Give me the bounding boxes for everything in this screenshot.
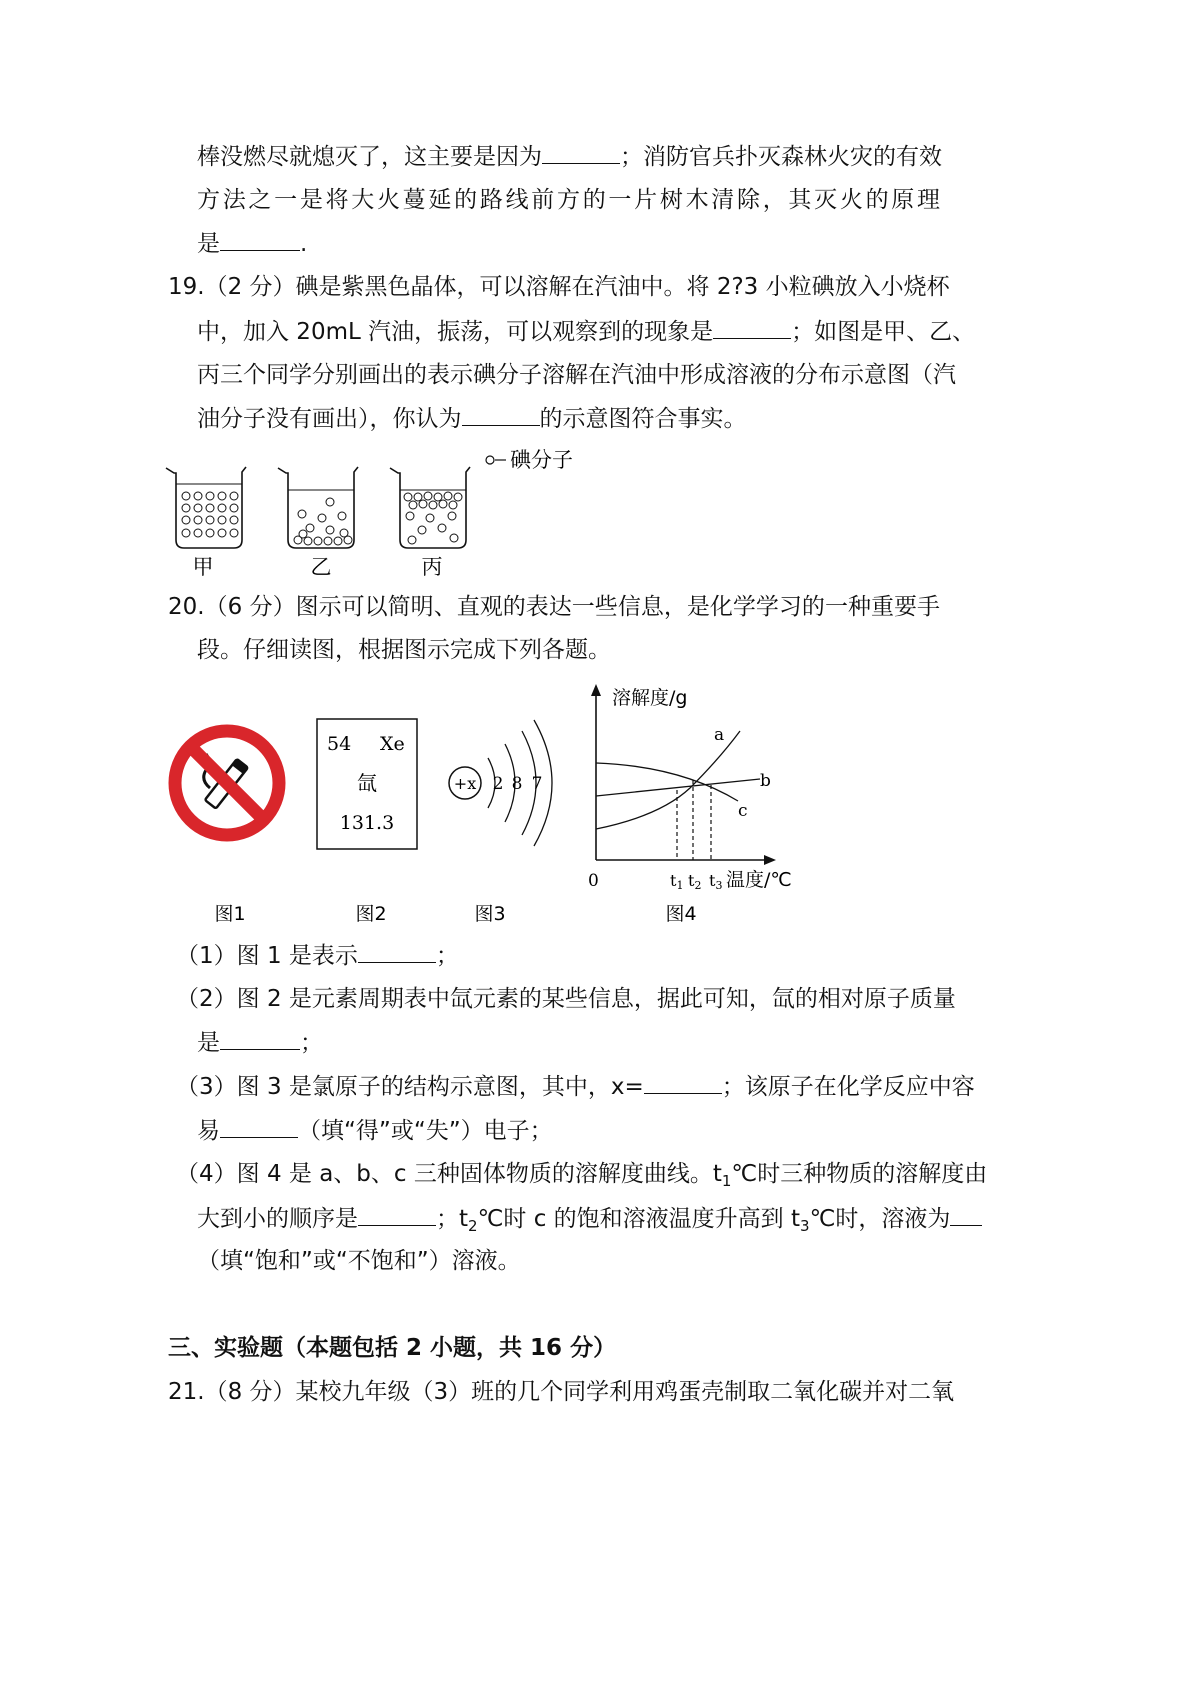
q19-text: 碘是紫黑色晶体，可以溶解在汽油中。将 2?3 小粒碘放入小烧杯 [295, 274, 950, 300]
beaker-label: 甲 [192, 555, 214, 579]
figure-caption: 图1 [214, 903, 246, 925]
answer-blank[interactable] [358, 940, 436, 963]
no-smoking-icon [175, 731, 279, 835]
q20-text: ；t [436, 1206, 469, 1232]
element-symbol: Xe [380, 733, 405, 755]
q19-line4 [197, 403, 747, 434]
nucleus-charge: +x [453, 774, 477, 793]
q19-text: 中，加入 20mL 汽油，振荡，可以观察到的现象是 [197, 319, 714, 345]
heading-text: 分） [562, 1335, 617, 1361]
q20-figures [160, 676, 810, 936]
tick-t3: t3 [709, 871, 723, 892]
q20-p1 [176, 940, 459, 971]
answer-blank[interactable] [220, 228, 300, 251]
q20-text: ℃时，溶液为 [809, 1206, 951, 1232]
origin-label: 0 [588, 871, 599, 891]
section-heading [168, 1333, 616, 1363]
figure-caption: 图4 [665, 903, 697, 925]
q18-line1 [197, 141, 942, 172]
molecule-legend-icon [486, 456, 494, 464]
curve-b [596, 779, 760, 796]
atomic-mass: 131.3 [339, 812, 395, 834]
q20-p2-line1 [176, 984, 956, 1014]
heading-text: 16 [530, 1335, 563, 1361]
q20-text: ；该原子在化学反应中容 [721, 1074, 975, 1100]
shell-electrons: 7 [531, 774, 543, 794]
curve-label: c [738, 801, 748, 821]
q20-text: （3）图 3 是氯原子的结构示意图，其中，x= [176, 1074, 644, 1100]
q21-line1 [168, 1377, 954, 1407]
answer-blank[interactable] [462, 403, 540, 426]
q19-text: 的示意图符合事实。 [539, 406, 747, 432]
q20-line1 [168, 592, 940, 622]
q18-text: 棒没燃尽就熄灭了，这主要是因为 [197, 144, 542, 170]
q19-line3 [197, 360, 956, 390]
q19-text: 油分子没有画出），你认为 [197, 406, 462, 432]
answer-blank[interactable] [220, 1027, 300, 1050]
y-axis-label: 溶解度/g [612, 687, 688, 709]
answer-blank[interactable] [644, 1071, 722, 1094]
q20-text: （4）图 4 是 a、b、c 三种固体物质的溶解度曲线。t [176, 1161, 722, 1187]
shell-electrons: 2 [492, 774, 504, 794]
curve-c [596, 763, 738, 801]
heading-text: 三、实验题（本题包括 [168, 1335, 407, 1361]
curve-label: a [714, 725, 725, 745]
q20-p4-line1 [176, 1159, 987, 1196]
q19-line1 [168, 272, 950, 302]
q19-line2 [197, 316, 975, 347]
figure-caption: 图3 [474, 903, 506, 925]
question-score: （8 分） [204, 1379, 296, 1405]
q20-text: 大到小的顺序是 [197, 1206, 358, 1232]
q20-line2 [197, 635, 611, 665]
answer-blank[interactable] [950, 1203, 982, 1226]
answer-blank[interactable] [220, 1115, 298, 1138]
q20-text: （填“得”或“失”）电子； [298, 1118, 553, 1144]
heading-text: 小题，共 [422, 1335, 531, 1361]
curve-a [596, 731, 740, 829]
question-number: 21. [168, 1379, 205, 1405]
q20-text: （1）图 1 是表示 [176, 943, 358, 969]
q20-text: ℃时 c 的饱和溶液温度升高到 t [477, 1206, 801, 1232]
q20-text: 段。仔细读图，根据图示完成下列各题。 [197, 637, 611, 663]
q20-text: ； [435, 943, 459, 969]
q20-p3-line2 [197, 1115, 553, 1146]
beaker-jia [166, 467, 246, 548]
beaker-label: 乙 [310, 555, 332, 579]
q20-text: ℃时三种物质的溶解度由 [731, 1161, 988, 1187]
q20-p3-line1 [176, 1071, 975, 1102]
question-number: 20. [168, 594, 205, 620]
q20-p2-line2 [197, 1027, 323, 1058]
answer-blank[interactable] [713, 316, 791, 339]
tick-t1: t1 [670, 871, 684, 892]
figure-caption: 图2 [355, 903, 387, 925]
q18-text: ；消防官兵扑灭森林火灾的有效 [620, 144, 942, 170]
heading-text: 2 [406, 1335, 423, 1361]
q18-text: 是 [197, 231, 220, 257]
question-score: （6 分） [204, 594, 296, 620]
legend-label: 碘分子 [510, 448, 573, 472]
q19-text: 丙三个同学分别画出的表示碘分子溶解在汽油中形成溶液的分布示意图（汽 [197, 362, 956, 388]
curve-label: b [760, 771, 771, 791]
question-score: （2 分） [204, 274, 296, 300]
q20-p4-line2 [197, 1203, 982, 1241]
answer-blank[interactable] [542, 141, 620, 164]
subscript: 2 [468, 1217, 478, 1235]
atomic-number: 54 [327, 733, 352, 755]
atom-structure-diagram [449, 720, 552, 846]
x-axis-label: 温度/℃ [726, 869, 792, 891]
q18-text: . [300, 231, 308, 257]
beaker-yi [278, 467, 358, 548]
q20-text: 图示可以简明、直观的表达一些信息，是化学学习的一种重要手 [295, 594, 941, 620]
subscript: 3 [800, 1217, 810, 1235]
q19-text: ；如图是甲、乙、 [791, 319, 976, 345]
q20-p4-line3 [197, 1246, 521, 1276]
beaker-bing [390, 467, 470, 548]
q18-line3 [197, 228, 307, 259]
q20-text: 易 [197, 1118, 220, 1144]
beaker-label: 丙 [421, 555, 443, 579]
q21-text: 某校九年级（3）班的几个同学利用鸡蛋壳制取二氧化碳并对二氧 [295, 1379, 955, 1405]
q20-text: ； [300, 1030, 323, 1056]
q20-text: 是 [197, 1030, 220, 1056]
beakers-figure [160, 440, 600, 590]
q20-text: （填“饱和”或“不饱和”）溶液。 [197, 1248, 521, 1274]
q18-line2 [197, 185, 940, 215]
element-name: 氙 [357, 771, 377, 795]
shell-electrons: 8 [511, 774, 523, 794]
q18-text: 方法之一是将大火蔓延的路线前方的一片树木清除，其灭火的原理 [197, 187, 940, 213]
subscript: 1 [721, 1172, 732, 1190]
tick-t2: t2 [688, 871, 702, 892]
question-number: 19. [168, 274, 205, 300]
solubility-chart [588, 684, 792, 892]
answer-blank[interactable] [358, 1203, 436, 1226]
element-card-xe [317, 719, 417, 849]
q20-text: （2）图 2 是元素周期表中氙元素的某些信息，据此可知，氙的相对原子质量 [176, 986, 956, 1012]
